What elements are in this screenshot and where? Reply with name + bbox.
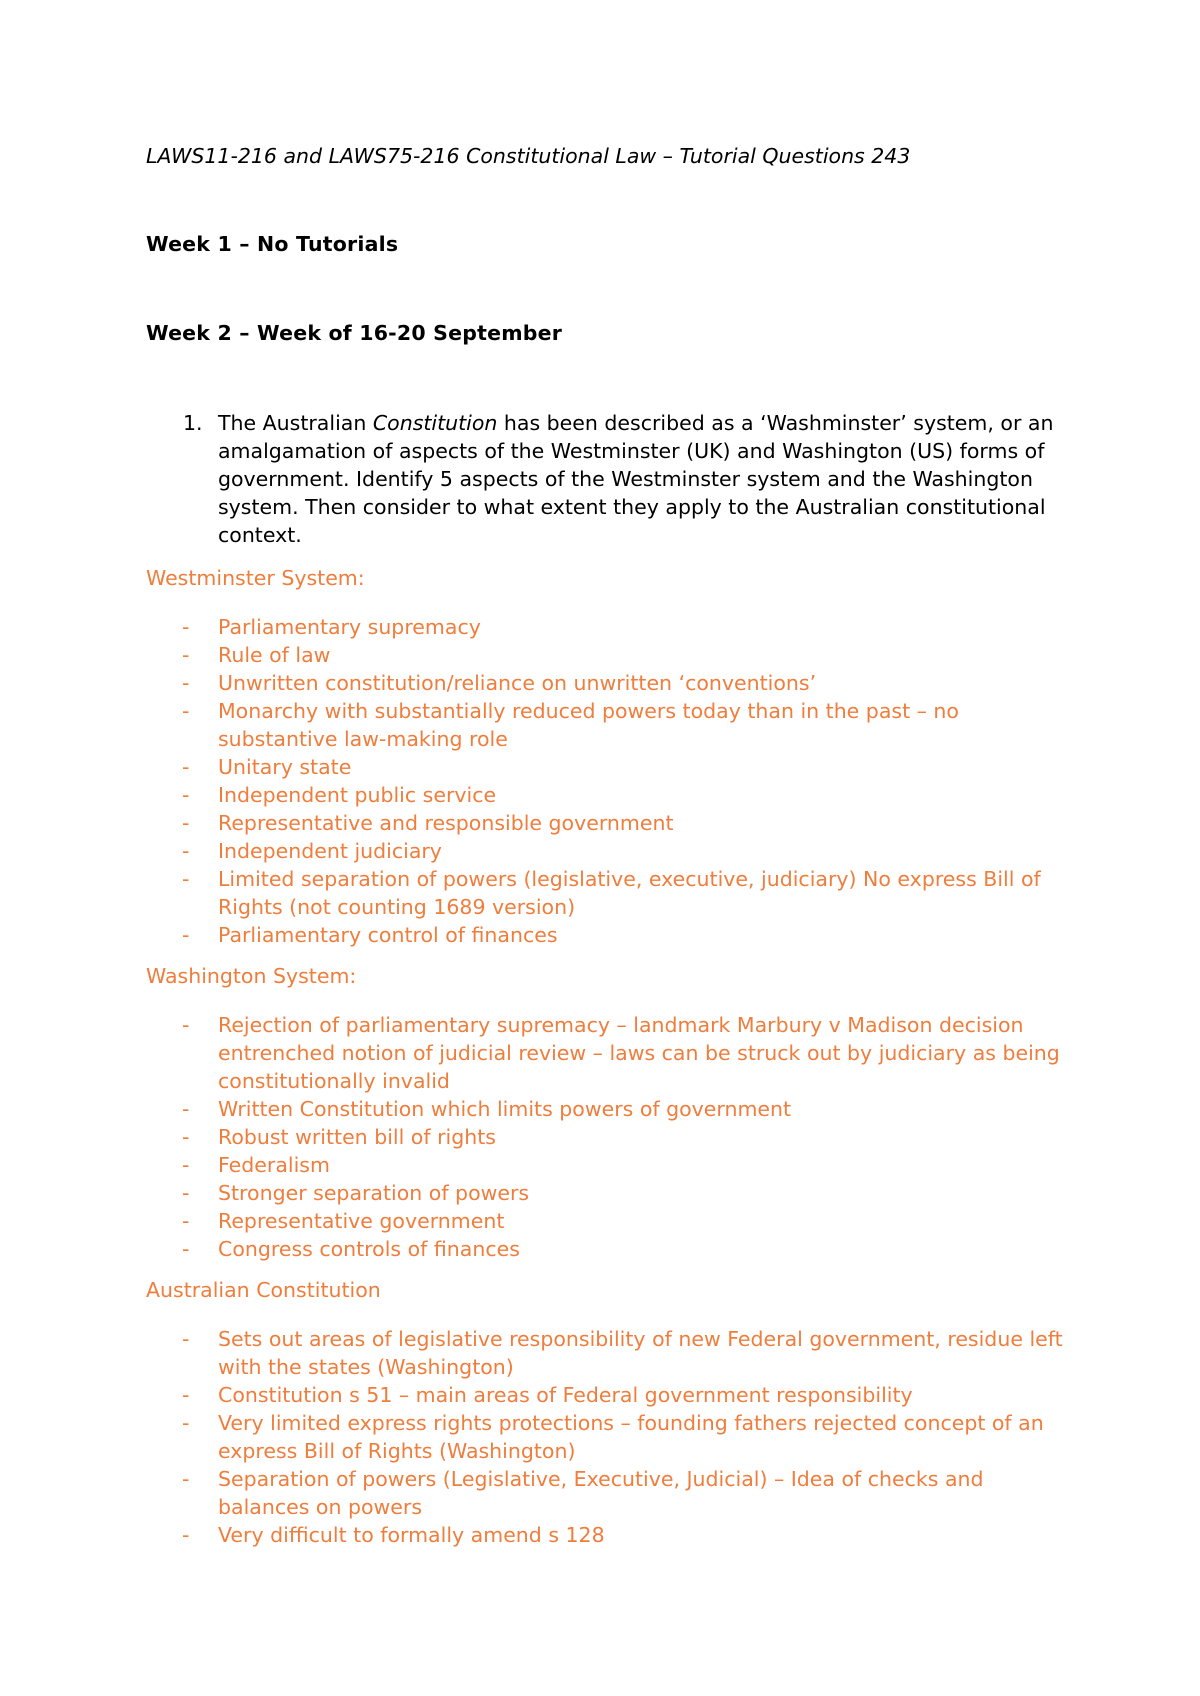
bullet-dash: - — [182, 839, 190, 863]
list-item-text: Rule of law — [218, 643, 331, 667]
washington-heading: Washington System: — [146, 964, 357, 988]
list-item — [146, 1011, 1066, 1095]
bullet-dash: - — [182, 783, 190, 807]
week-1-heading: Week 1 – No Tutorials — [146, 232, 399, 256]
bullet-dash: - — [182, 615, 190, 639]
document-title: LAWS11-216 and LAWS75-216 Constitutional Law – Tutorial Questions 243 — [146, 144, 911, 168]
australian-constitution-list — [146, 1325, 1066, 1549]
list-item — [146, 809, 1066, 837]
list-item — [146, 865, 1066, 921]
list-item — [146, 1521, 1066, 1549]
list-item — [146, 1381, 1066, 1409]
list-item-text: Representative and responsible government — [218, 811, 674, 835]
list-item — [146, 1465, 1066, 1521]
list-item-text: Written Constitution which limits powers of government — [218, 1097, 792, 1121]
bullet-dash: - — [182, 811, 190, 835]
list-item-text: Congress controls of finances — [218, 1237, 520, 1261]
bullet-dash: - — [182, 1383, 190, 1407]
list-item-text: Unwritten constitution/reliance on unwritten ‘conventions’ — [218, 671, 817, 695]
list-item-text: Independent public service — [218, 783, 497, 807]
list-item-text: Very difficult to formally amend s 128 — [218, 1523, 605, 1547]
list-item — [146, 753, 1066, 781]
list-item — [146, 1207, 1066, 1235]
list-item — [146, 669, 1066, 697]
list-item-text: Constitution s 51 – main areas of Federal government responsibility — [218, 1383, 913, 1407]
question-text — [218, 409, 1066, 549]
list-item — [146, 1151, 1066, 1179]
list-item-text: Unitary state — [218, 755, 352, 779]
bullet-dash: - — [182, 1209, 190, 1233]
list-item — [146, 781, 1066, 809]
bullet-dash: - — [182, 1097, 190, 1121]
westminster-heading: Westminster System: — [146, 566, 365, 590]
list-item-text: Monarchy with substantially reduced powers today than in the past – no substantive law-making role — [218, 699, 959, 751]
list-item — [146, 837, 1066, 865]
bullet-dash: - — [182, 1327, 190, 1351]
list-item — [146, 1123, 1066, 1151]
list-item-text: Very limited express rights protections – founding fathers rejected concept of an express Bill of Rights (Washington) — [218, 1411, 1044, 1463]
list-item-text: Parliamentary control of finances — [218, 923, 558, 947]
list-item — [146, 1095, 1066, 1123]
question-text-rest: has been described as a ‘Washminster’ system, or an amalgamation of aspects of the Westminster (UK) and Washington (US) forms of government. Identify 5 aspects of the Westminster system and the Washington system. Then consider to what extent they apply to the Australian constitutional context. — [218, 411, 1054, 547]
list-item-text: Rejection of parliamentary supremacy – landmark Marbury v Madison decision entrenched notion of judicial review – laws can be struck out by judiciary as being constitutionally invalid — [218, 1013, 1060, 1093]
week-2-heading: Week 2 – Week of 16-20 September — [146, 321, 563, 345]
list-item — [146, 641, 1066, 669]
list-item-text: Independent judiciary — [218, 839, 442, 863]
bullet-dash: - — [182, 1125, 190, 1149]
bullet-dash: - — [182, 1467, 190, 1491]
list-item — [146, 921, 1066, 949]
list-item-text: Parliamentary supremacy — [218, 615, 481, 639]
question-text-italic: Constitution — [372, 411, 498, 435]
list-item — [146, 1325, 1066, 1381]
bullet-dash: - — [182, 699, 190, 723]
list-item-text: Stronger separation of powers — [218, 1181, 530, 1205]
westminster-list — [146, 613, 1066, 949]
list-item — [146, 1235, 1066, 1263]
bullet-dash: - — [182, 1153, 190, 1177]
bullet-dash: - — [182, 867, 190, 891]
bullet-dash: - — [182, 923, 190, 947]
list-item-text: Limited separation of powers (legislative, executive, judiciary) No express Bill of Rights (not counting 1689 version) — [218, 867, 1041, 919]
bullet-dash: - — [182, 671, 190, 695]
list-item-text: Representative government — [218, 1209, 505, 1233]
question-number: 1. — [183, 411, 203, 435]
question-1 — [146, 409, 1066, 549]
list-item-text: Robust written bill of rights — [218, 1125, 496, 1149]
washington-list — [146, 1011, 1066, 1263]
bullet-dash: - — [182, 1181, 190, 1205]
list-item — [146, 613, 1066, 641]
list-item-text: Federalism — [218, 1153, 330, 1177]
list-item-text: Separation of powers (Legislative, Executive, Judicial) – Idea of checks and balances on powers — [218, 1467, 984, 1519]
question-text-start: The Australian — [218, 411, 373, 435]
list-item — [146, 1409, 1066, 1465]
bullet-dash: - — [182, 1237, 190, 1261]
bullet-dash: - — [182, 1013, 190, 1037]
australian-constitution-heading: Australian Constitution — [146, 1278, 381, 1302]
bullet-dash: - — [182, 1411, 190, 1435]
list-item — [146, 697, 1066, 753]
bullet-dash: - — [182, 755, 190, 779]
bullet-dash: - — [182, 1523, 190, 1547]
list-item-text: Sets out areas of legislative responsibility of new Federal government, residue left with the states (Washington) — [218, 1327, 1063, 1379]
list-item — [146, 1179, 1066, 1207]
bullet-dash: - — [182, 643, 190, 667]
